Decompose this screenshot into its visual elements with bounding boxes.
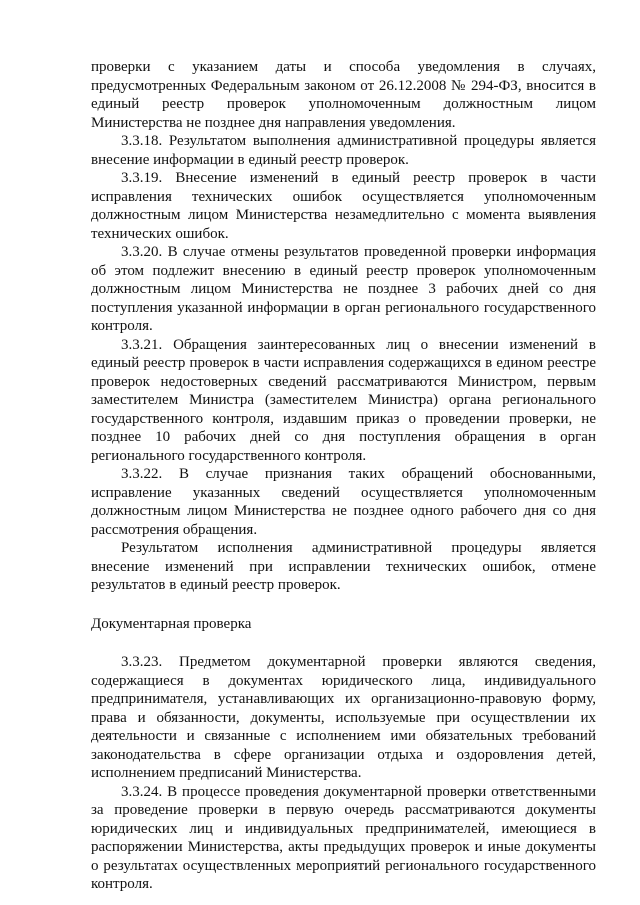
section-heading: Документарная проверка bbox=[91, 615, 252, 632]
paragraph-3-3-21: 3.3.21. Обращения заинтересованных лиц о внесении изменений в единый реестр проверок в части исправления содержащихся в едином реестре проверок недостоверных сведений рассматриваются Министром, первым заместителем Министра (заместителем Министра) органа регионального государственного контроля, издавшим приказ о проведении проверки, не позднее 10 рабочих дней со дня поступления обращения в орган регионального государственного контроля. bbox=[91, 336, 596, 464]
paragraph-3-3-19: 3.3.19. Внесение изменений в единый реестр проверок в части исправления технических ошибок осуществляется уполномоченным должностным лицом Министерства незамедлительно с момента выявления технических ошибок. bbox=[91, 170, 596, 242]
paragraph-result: Результатом исполнения административной процедуры является внесение изменений при исправлении технических ошибок, отмене результатов в единый реестр проверок. bbox=[91, 540, 596, 593]
paragraph-3-3-24: 3.3.24. В процессе проведения документарной проверки ответственными за проведение проверки в первую очередь рассматриваются документы юридических лиц и индивидуальных предпринимателей, имеющиеся в распоряжении Министерства, акты предыдущих проверок и иные документы о результатах осуществленных мероприятий регионального государственного контроля. bbox=[91, 783, 596, 892]
paragraph-continuation: проверки с указанием даты и способа уведомления в случаях, предусмотренных Федеральным законом от 26.12.2008 № 294-ФЗ, вносится в единый реестр проверок уполномоченным должностным лицом Министерства не позднее дня направления уведомления. bbox=[91, 59, 596, 131]
paragraph-3-3-18: 3.3.18. Результатом выполнения административной процедуры является внесение информации в единый реестр проверок. bbox=[91, 133, 596, 168]
paragraph-3-3-22: 3.3.22. В случае признания таких обращений обоснованными, исправление указанных сведений осуществляется уполномоченным должностным лицом Министерства не позднее одного рабочего дня со дня рассмотрения обращения. bbox=[91, 466, 596, 538]
paragraph-3-3-23: 3.3.23. Предметом документарной проверки являются сведения, содержащиеся в документах юридического лица, индивидуального предпринимателя, устанавливающих их организационно-правовую форму, права и обязанности, документы, используемые при осуществлении их деятельности и связанные с исполнением ими обязательных требований законодательства в сфере организации отдыха и оздоровления детей, исполнением предписаний Министерства. bbox=[91, 654, 596, 781]
paragraph-3-3-20: 3.3.20. В случае отмены результатов проведенной проверки информация об этом подлежит внесению в единый реестр проверок уполномоченным должностным лицом Министерства не позднее 3 рабочих дней со дня поступления указанной информации в орган регионального государственного контроля. bbox=[91, 244, 596, 334]
